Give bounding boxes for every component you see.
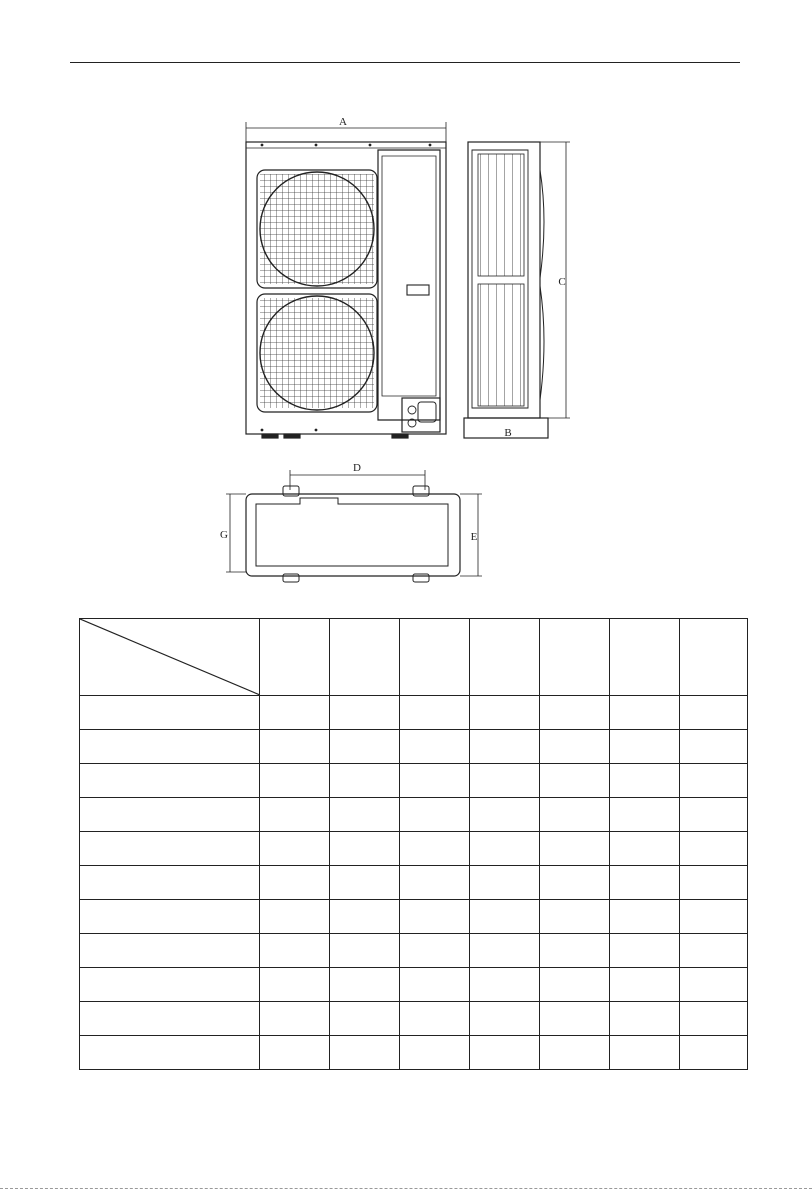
table-cell xyxy=(260,764,330,798)
table-row xyxy=(80,696,748,730)
table-row xyxy=(80,900,748,934)
table-cell xyxy=(680,696,748,730)
table-cell xyxy=(610,764,680,798)
table-cell xyxy=(330,1002,400,1036)
table-cell xyxy=(470,1002,540,1036)
header-cell xyxy=(680,619,748,696)
header-cell xyxy=(610,619,680,696)
table-row xyxy=(80,1002,748,1036)
dimension-c-label: C xyxy=(558,276,566,288)
bottom-view xyxy=(220,462,482,582)
table-cell xyxy=(610,798,680,832)
table-cell xyxy=(680,764,748,798)
front-view xyxy=(246,116,446,438)
dimension-a-label: A xyxy=(339,116,347,128)
dimension-e-label: E xyxy=(470,531,478,543)
table-row xyxy=(80,764,748,798)
table-cell xyxy=(330,866,400,900)
table-cell xyxy=(610,866,680,900)
table-cell xyxy=(470,866,540,900)
table-cell xyxy=(400,1036,470,1070)
row-label-cell xyxy=(80,968,260,1002)
table-cell xyxy=(470,934,540,968)
table-cell xyxy=(470,730,540,764)
row-label-cell xyxy=(80,866,260,900)
table-cell xyxy=(680,866,748,900)
table-cell xyxy=(680,730,748,764)
table-cell xyxy=(540,900,610,934)
row-label-cell xyxy=(80,696,260,730)
table-cell xyxy=(330,730,400,764)
diagonal-divider xyxy=(80,619,260,695)
table-cell xyxy=(540,798,610,832)
header-cell xyxy=(260,619,330,696)
table-cell xyxy=(260,968,330,1002)
header-cell xyxy=(540,619,610,696)
table-cell xyxy=(680,934,748,968)
header-cell xyxy=(400,619,470,696)
dimension-d-label: D xyxy=(353,462,361,474)
table-cell xyxy=(260,900,330,934)
table-cell xyxy=(260,866,330,900)
table-cell xyxy=(610,934,680,968)
dimension-spec-table xyxy=(79,618,748,1070)
row-label-cell xyxy=(80,934,260,968)
table-cell xyxy=(540,934,610,968)
table-cell xyxy=(610,1036,680,1070)
table-cell xyxy=(540,730,610,764)
table-cell xyxy=(680,900,748,934)
table-row xyxy=(80,832,748,866)
table-cell xyxy=(680,798,748,832)
diagonal-header-cell xyxy=(80,619,260,696)
table-cell xyxy=(400,866,470,900)
table-row xyxy=(80,1036,748,1070)
table-cell xyxy=(330,968,400,1002)
table-cell xyxy=(470,764,540,798)
table-cell xyxy=(680,1002,748,1036)
table-row xyxy=(80,798,748,832)
dimension-g-label: G xyxy=(220,529,228,541)
side-view xyxy=(464,142,570,439)
row-label-cell xyxy=(80,1002,260,1036)
table-body xyxy=(80,696,748,1070)
table-cell xyxy=(330,798,400,832)
table-cell xyxy=(540,968,610,1002)
table-row xyxy=(80,968,748,1002)
dimension-b-label: B xyxy=(504,427,512,439)
table-cell xyxy=(330,934,400,968)
table-cell xyxy=(610,730,680,764)
table-cell xyxy=(610,832,680,866)
table-cell xyxy=(680,832,748,866)
table-cell xyxy=(400,696,470,730)
table-cell xyxy=(260,1002,330,1036)
row-label-cell xyxy=(80,1036,260,1070)
table-cell xyxy=(680,1036,748,1070)
table-cell xyxy=(400,900,470,934)
table-cell xyxy=(610,900,680,934)
table-cell xyxy=(470,900,540,934)
table-cell xyxy=(540,1036,610,1070)
table-cell xyxy=(400,934,470,968)
table-cell xyxy=(400,832,470,866)
table-cell xyxy=(400,968,470,1002)
footer-rule xyxy=(0,1188,812,1189)
table-cell xyxy=(330,900,400,934)
table-cell xyxy=(330,696,400,730)
table-cell xyxy=(330,764,400,798)
table-cell xyxy=(470,696,540,730)
table-cell xyxy=(400,798,470,832)
table-cell xyxy=(540,866,610,900)
table-cell xyxy=(400,730,470,764)
header-cell xyxy=(330,619,400,696)
table-cell xyxy=(260,696,330,730)
table-cell xyxy=(540,832,610,866)
table-cell xyxy=(470,968,540,1002)
table-cell xyxy=(680,968,748,1002)
row-label-cell xyxy=(80,764,260,798)
table-cell xyxy=(470,832,540,866)
row-label-cell xyxy=(80,900,260,934)
table-cell xyxy=(260,798,330,832)
table-row xyxy=(80,934,748,968)
table-row xyxy=(80,730,748,764)
table-cell xyxy=(330,1036,400,1070)
row-label-cell xyxy=(80,832,260,866)
table-cell xyxy=(330,832,400,866)
table-header-row xyxy=(80,619,748,696)
table-row xyxy=(80,866,748,900)
table-cell xyxy=(260,832,330,866)
table-cell xyxy=(610,1002,680,1036)
table-cell xyxy=(540,696,610,730)
table-cell xyxy=(610,968,680,1002)
table-cell xyxy=(260,730,330,764)
row-label-cell xyxy=(80,730,260,764)
table-cell xyxy=(400,1002,470,1036)
table-cell xyxy=(260,934,330,968)
table-cell xyxy=(470,798,540,832)
table-cell xyxy=(540,1002,610,1036)
row-label-cell xyxy=(80,798,260,832)
table-cell xyxy=(260,1036,330,1070)
table-cell xyxy=(400,764,470,798)
table-cell xyxy=(470,1036,540,1070)
table-cell xyxy=(540,764,610,798)
header-cell xyxy=(470,619,540,696)
table-cell xyxy=(610,696,680,730)
